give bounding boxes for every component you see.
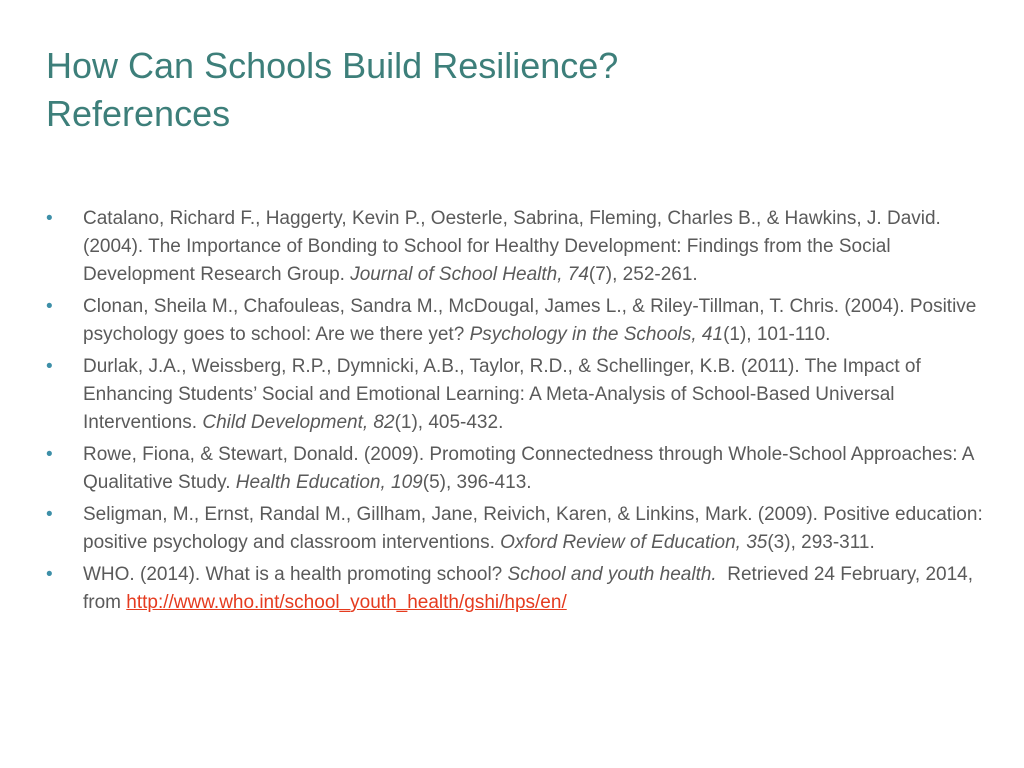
reference-journal: Health Education, 109 [235,472,423,493]
reference-text: Catalano, Richard F., Haggerty, Kevin P., Oesterle, Sabrina, Fleming, Charles B., & Hawkins, J. David. (2004). The Importance of Bonding to School for Healthy Development: Findings from the Social Development Research Group. [83,208,941,285]
reference-tail: (7), 252-261. [588,264,698,285]
slide-title [46,42,618,138]
reference-item [46,205,996,289]
slide-subtitle: References [46,93,231,134]
reference-journal: School and youth health. [507,564,717,585]
reference-list [46,205,996,621]
who-link[interactable]: http://www.who.int/school_youth_health/gshi/hps/en/ [126,592,567,613]
reference-item [46,561,996,617]
reference-tail: Retrieved 24 February, 2014, from [83,564,979,613]
bullet-icon: • [46,504,53,525]
reference-journal: Child Development, 82 [202,412,395,433]
reference-journal: Psychology in the Schools, 41 [469,324,724,345]
reference-text: Clonan, Sheila M., Chafouleas, Sandra M., McDougal, James L., & Riley-Tillman, T. Chris. (2004). Positive psychology goes to school: Are we there yet? [83,296,977,345]
reference-journal: Oxford Review of Education, 35 [500,532,768,553]
bullet-icon: • [46,356,53,377]
reference-item [46,441,996,497]
reference-journal: Journal of School Health, 74 [350,264,589,285]
bullet-icon: • [46,444,53,465]
reference-tail: (3), 293-311. [767,532,875,553]
bullet-icon: • [46,296,53,317]
reference-text: Rowe, Fiona, & Stewart, Donald. (2009). Promoting Connectedness through Whole-School Approaches: A Qualitative Study. [83,444,974,493]
bullet-icon: • [46,208,53,229]
slide-title-line-1: How Can Schools Build Resilience? [46,45,619,86]
reference-text: Durlak, J.A., Weissberg, R.P., Dymnicki, A.B., Taylor, R.D., & Schellinger, K.B. (2011). The Impact of Enhancing Students’ Social and Emotional Learning: A Meta-Analysis of School-Based Universal Interventions. [83,356,921,433]
bullet-icon: • [46,564,53,585]
reference-item [46,501,996,557]
reference-item [46,353,996,437]
reference-item [46,293,996,349]
reference-tail: (1), 405-432. [394,412,504,433]
reference-text: Seligman, M., Ernst, Randal M., Gillham, Jane, Reivich, Karen, & Linkins, Mark. (2009). Positive education: positive psychology and classroom interventions. [83,504,983,553]
reference-tail: (1), 101-110. [723,324,831,345]
reference-text: WHO. (2014). What is a health promoting school? [83,564,508,585]
reference-tail: (5), 396-413. [422,472,532,493]
